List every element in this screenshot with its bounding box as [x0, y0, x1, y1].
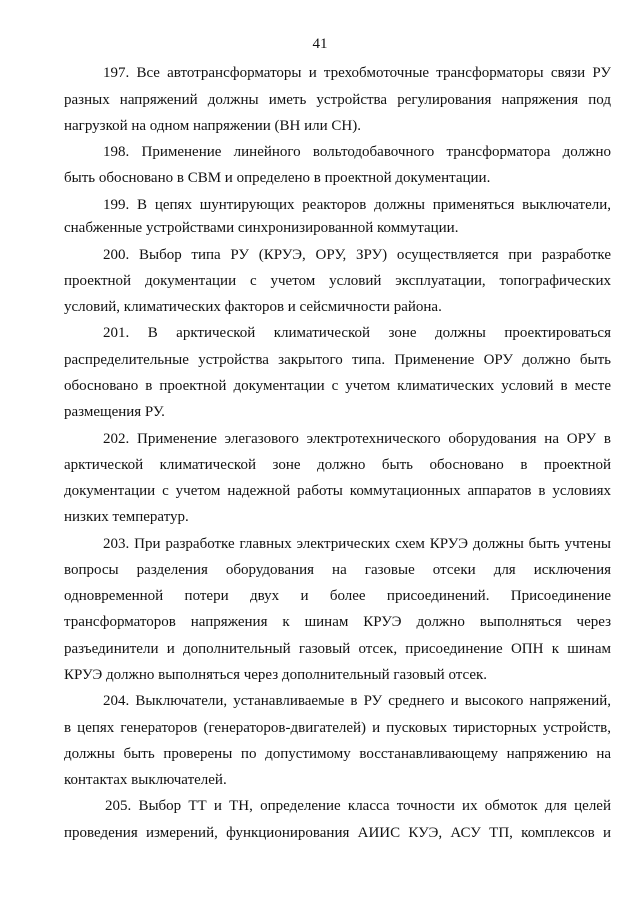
- paragraph-201-line-4: размещения РУ.: [64, 404, 165, 420]
- paragraph-198-line-1: 198. Применение линейного вольтодобавочного трансформатора должно: [103, 144, 611, 160]
- paragraph-204-line-3: должны быть проверены по допустимому восстанавливающему напряжению на: [64, 746, 611, 762]
- paragraph-203-line-2: вопросы разделения оборудования на газовые отсеки для исключения: [64, 562, 611, 578]
- paragraph-201-line-3: обосновано в проектной документации с учетом климатических условий в месте: [64, 378, 611, 394]
- paragraph-204-line-4: контактах выключателей.: [64, 772, 227, 788]
- paragraph-198-line-2: быть обосновано в СВМ и определено в проектной документации.: [64, 170, 491, 186]
- paragraph-203-line-3: одновременной потери двух и более присоединений. Присоединение: [64, 588, 611, 604]
- paragraph-203-line-5: разъединители и дополнительный газовый отсек, присоединение ОПН к шинам: [64, 641, 611, 657]
- paragraph-199-line-1: 199. В цепях шунтирующих реакторов должны применяться выключатели,: [103, 197, 611, 213]
- paragraph-197-line-1: 197. Все автотрансформаторы и трехобмоточные трансформаторы связи РУ: [103, 65, 611, 81]
- paragraph-200-line-1: 200. Выбор типа РУ (КРУЭ, ОРУ, ЗРУ) осуществляется при разработке: [103, 247, 611, 263]
- paragraph-199-line-2: снабженные устройствами синхронизированной коммутации.: [64, 220, 459, 236]
- paragraph-197-line-3: нагрузкой на одном напряжении (ВН или СН).: [64, 118, 362, 134]
- paragraph-197-line-2: разных напряжений должны иметь устройства регулирования напряжения под: [64, 92, 611, 108]
- paragraph-203-line-4: трансформаторов напряжения к шинам КРУЭ должно выполняться через: [64, 614, 611, 630]
- paragraph-204-line-1: 204. Выключатели, устанавливаемые в РУ среднего и высокого напряжений,: [103, 693, 611, 709]
- paragraph-204-line-2: в цепях генераторов (генераторов-двигателей) и пусковых тиристорных устройств,: [64, 720, 611, 736]
- paragraph-201-line-2: распределительные устройства закрытого типа. Применение ОРУ должно быть: [64, 352, 611, 368]
- paragraph-202-line-3: документации с учетом надежной работы коммутационных аппаратов в условиях: [64, 483, 611, 499]
- paragraph-203-line-6: КРУЭ должно выполняться через дополнительный газовый отсек.: [64, 667, 488, 683]
- paragraph-202-line-1: 202. Применение элегазового электротехнического оборудования на ОРУ в: [103, 431, 611, 447]
- paragraph-202-line-4: низких температур.: [64, 509, 189, 525]
- paragraph-201-line-1: 201. В арктической климатической зоне должны проектироваться: [103, 325, 611, 341]
- paragraph-200-line-3: условий, климатических факторов и сейсмичности района.: [64, 299, 442, 315]
- paragraph-205-line-2: проведения измерений, функционирования АИИС КУЭ, АСУ ТП, комплексов и: [64, 825, 611, 841]
- paragraph-205-line-1: 205. Выбор ТТ и ТН, определение класса точности их обмоток для целей: [105, 798, 611, 814]
- page-number: 41: [312, 36, 328, 52]
- paragraph-203-line-1: 203. При разработке главных электрических схем КРУЭ должны быть учтены: [103, 536, 611, 552]
- paragraph-202-line-2: арктической климатической зоне должно быть обосновано в проектной: [64, 457, 611, 473]
- paragraph-200-line-2: проектной документации с учетом условий эксплуатации, топографических: [64, 273, 611, 289]
